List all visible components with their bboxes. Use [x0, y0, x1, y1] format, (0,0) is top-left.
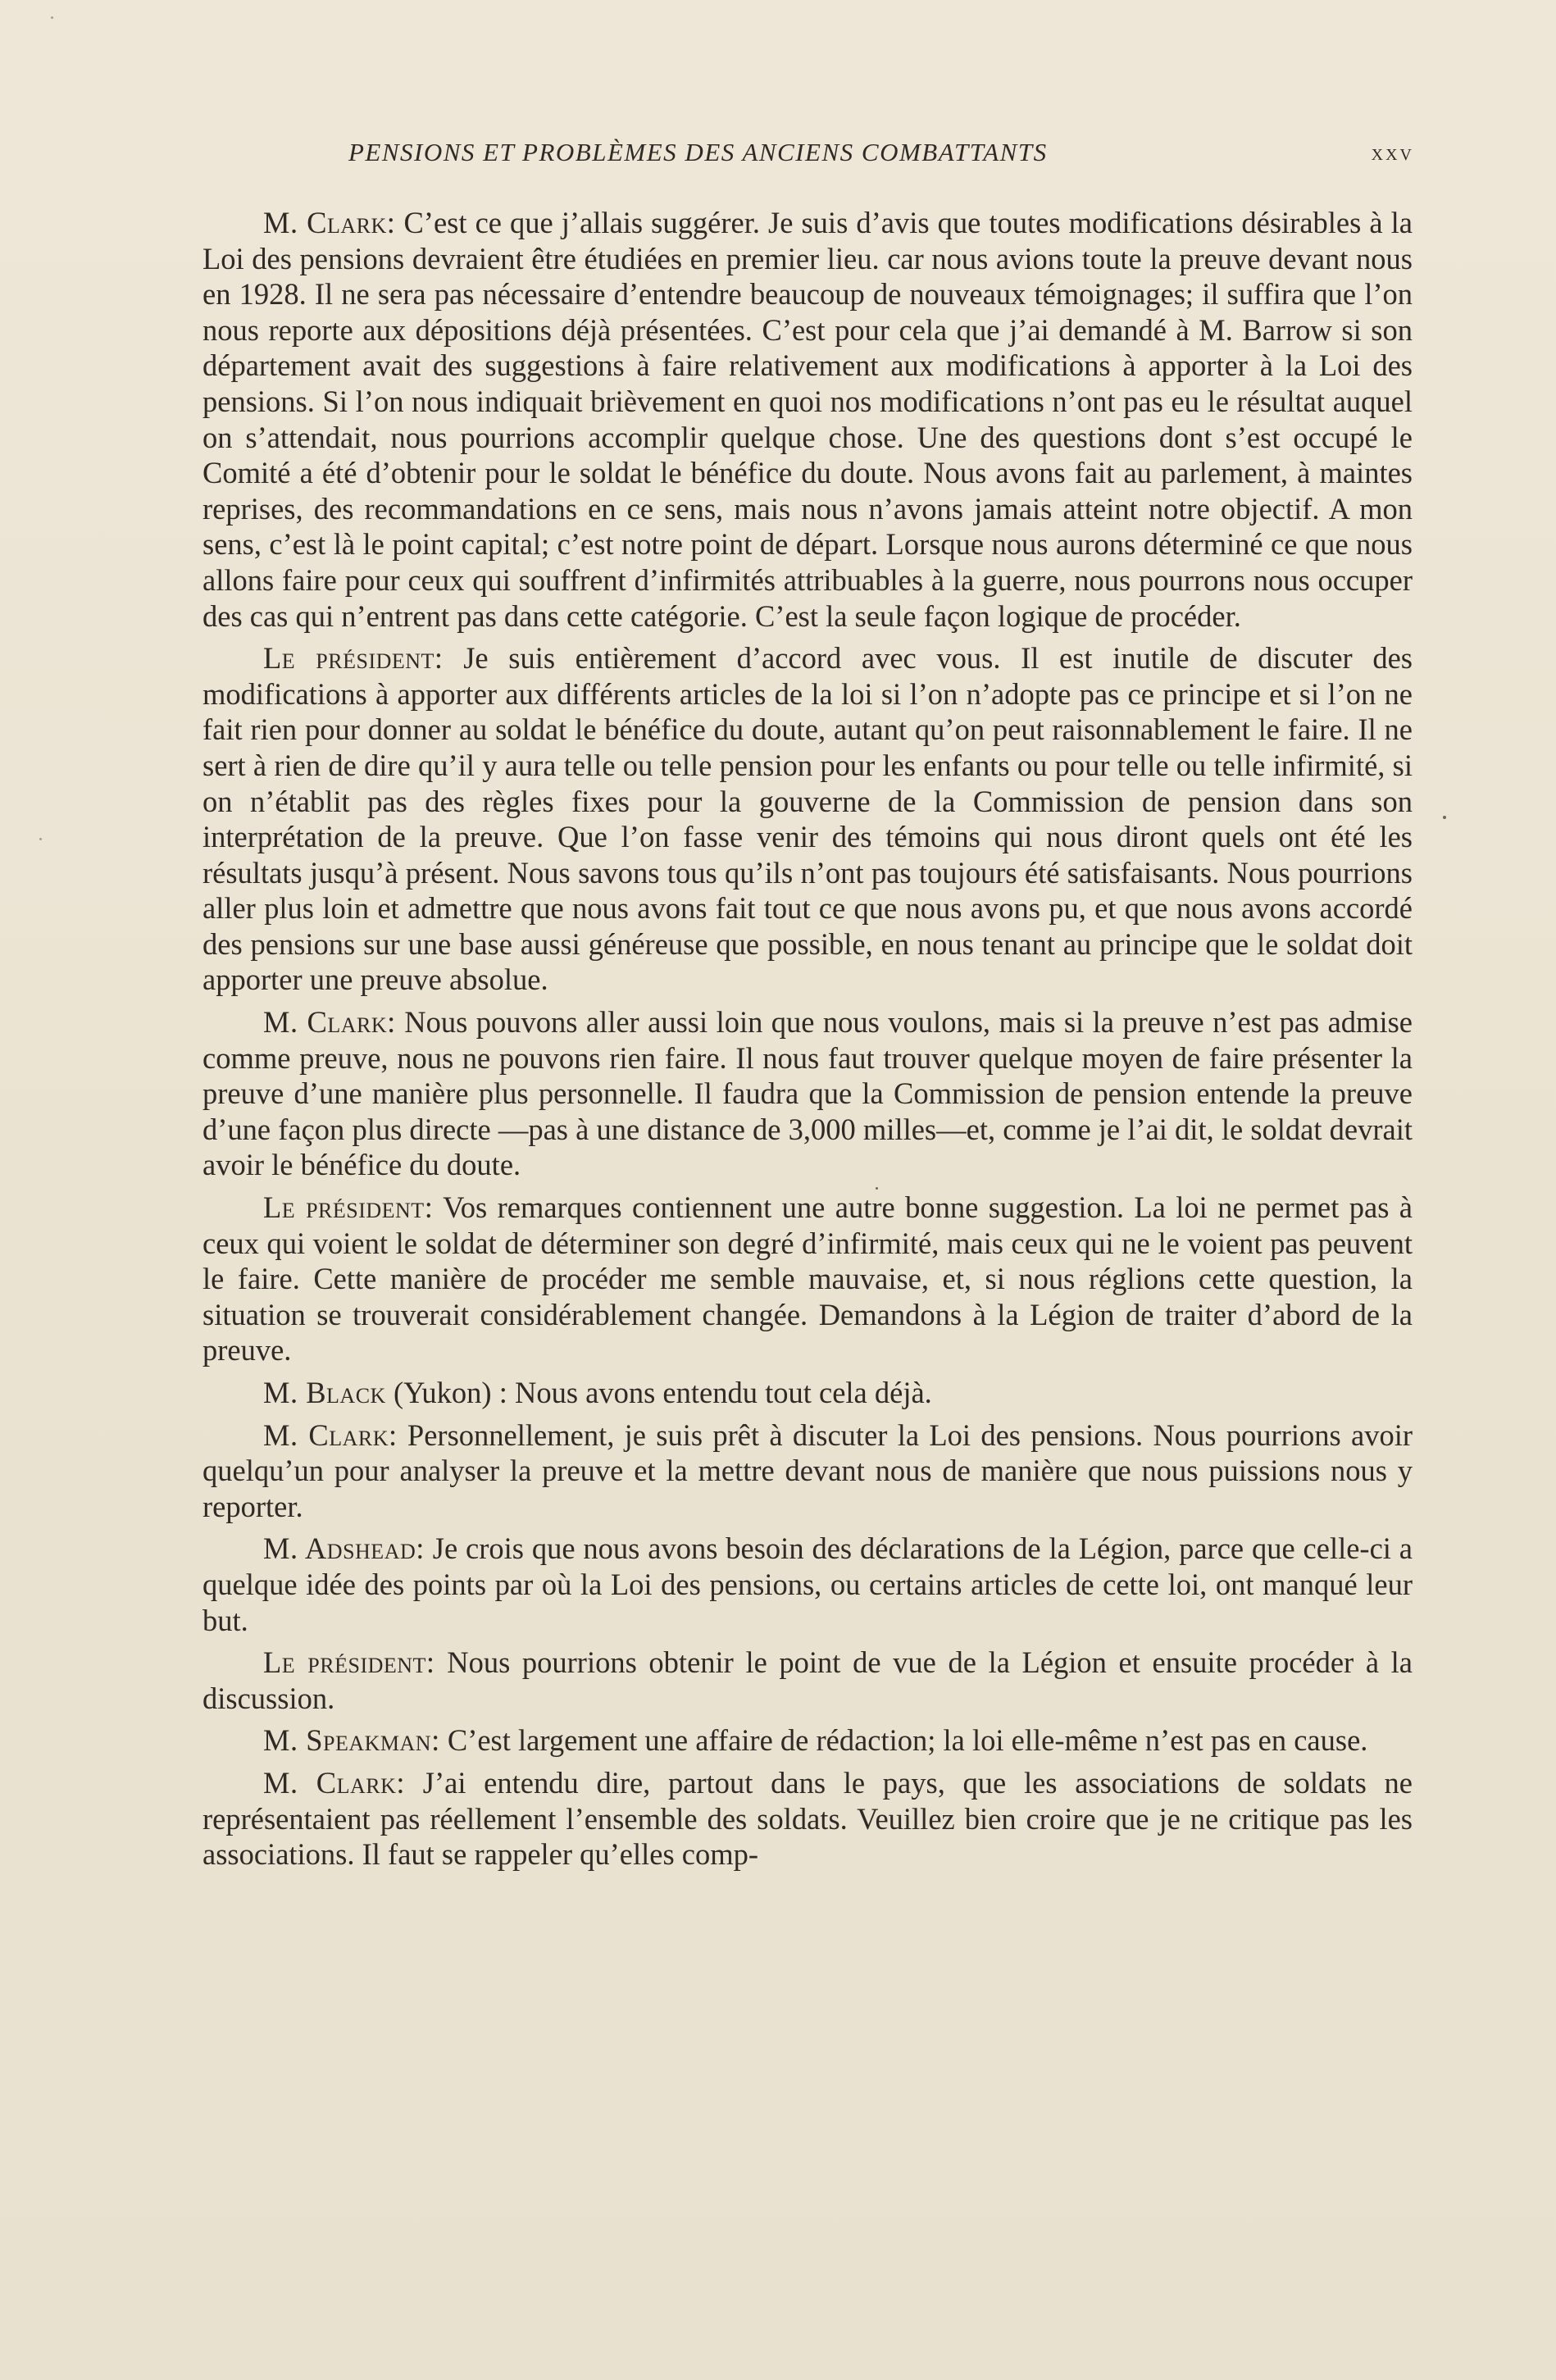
paragraph: [202, 1722, 1413, 1759]
paragraph-text: Je suis entièrement d’accord avec vous. Il est inutile de discuter des modifications à apporter aux différents articles de la loi si l’on n’adopte pas ce principe et si l’on ne fait rien pour donner au soldat le bénéfice du doute, autant qu’on peut raisonnablement le faire. Il ne sert à rien de dire qu’il y aura telle ou telle pension pour les enfants ou pour telle ou telle infirmité, si on n’établit pas des règles fixes pour la gouverne de la Commission de pension dans son interprétation de la preuve. Que l’on fasse venir des témoins qui nous diront quels ont été les résultats jusqu’à présent. Nous savons tous qu’ils n’ont pas toujours été satisfaisants. Nous pourrions aller plus loin et admettre que nous avons fait tout ce que nous avons pu, et que nous avons accordé des pensions sur une base aussi généreuse que possible, en nous tenant au principe que le soldat doit apporter une preuve absolue.: [202, 641, 1413, 997]
paragraph: [202, 1531, 1413, 1638]
paragraph-text: (Yukon) : Nous avons entendu tout cela déjà.: [385, 1376, 932, 1409]
speaker-name: M. Black: [263, 1376, 386, 1409]
paragraph: [202, 1765, 1413, 1873]
running-head: PENSIONS ET PROBLÈMES DES ANCIENS COMBATTANTS: [348, 138, 1048, 166]
speaker-name: M. Speakman:: [263, 1723, 440, 1758]
paper-speck: [39, 838, 42, 840]
paragraph: [202, 1004, 1413, 1183]
paragraph: [202, 205, 1413, 634]
speaker-name: M. Clark:: [263, 1765, 406, 1800]
paragraph: [202, 1645, 1413, 1716]
paragraph-text: Je crois que nous avons besoin des déclarations de la Légion, parce que celle-ci a quelque idée des points par où la Loi des pensions, ou certains articles de cette loi, ont manqué leur but.: [202, 1531, 1413, 1637]
paragraph-text: J’ai entendu dire, partout dans le pays, que les associations de soldats ne représentaient pas réellement l’ensemble des soldats. Veuillez bien croire que je ne critique pas les associations. Il faut se rappeler qu’elles comp-: [202, 1765, 1413, 1872]
speaker-name: M. Clark:: [263, 1005, 396, 1040]
paragraph: [202, 640, 1413, 998]
speaker-name: M. Clark:: [263, 1418, 398, 1452]
paper-speck: [876, 1187, 878, 1190]
paragraph-text: Vos remarques contiennent une autre bonne suggestion. La loi ne permet pas à ceux qui voient le soldat de déterminer son degré d’infirmité, mais ceux qui ne le voient pas peuvent le faire. Cette manière de procéder me semble mauvaise, et, si nous réglions cette question, la situation se trouverait considérablement changée. Demandons à la Légion de traiter d’abord de la preuve.: [202, 1190, 1413, 1367]
paragraph: [202, 1190, 1413, 1368]
paper-speck: [51, 16, 53, 19]
speaker-name: M. Adshead:: [263, 1531, 425, 1566]
paragraph-text: C’est largement une affaire de rédaction; la loi elle-même n’est pas en cause.: [439, 1723, 1368, 1758]
speaker-name: M. Clark:: [263, 206, 396, 239]
paragraph: [202, 1418, 1413, 1525]
paper-speck: [1443, 816, 1446, 819]
paragraph-text: Nous pourrions obtenir le point de vue de la Légion et ensuite procéder à la discussion.: [202, 1645, 1413, 1715]
page-header: [348, 138, 1414, 179]
speaker-name: Le président:: [263, 1190, 434, 1225]
speaker-name: Le président:: [263, 1645, 435, 1680]
paragraph-text: Personnellement, je suis prêt à discuter la Loi des pensions. Nous pourrions avoir quelqu’un pour analyser la preuve et la mettre devant nous de manière que nous puissions nous y reporter.: [202, 1418, 1413, 1523]
page-body: [202, 205, 1413, 1879]
speaker-name: Le président:: [263, 641, 444, 676]
paragraph: [202, 1375, 1413, 1411]
paragraph-text: Nous pouvons aller aussi loin que nous voulons, mais si la preuve n’est pas admise comme preuve, nous ne pouvons rien faire. Il nous faut trouver quelque moyen de faire présenter la preuve d’une manière plus personnelle. Il faudra que la Commission de pension entende la preuve d’une façon plus directe —pas à une distance de 3,000 milles—et, comme je l’ai dit, le soldat devrait avoir le bénéfice du doute.: [202, 1005, 1413, 1182]
paragraph-text: C’est ce que j’allais suggérer. Je suis d’avis que toutes modifications désirables à la Loi des pensions devraient être étudiées en premier lieu. car nous avions toute la preuve devant nous en 1928. Il ne sera pas nécessaire d’entendre beaucoup de nouveaux témoignages; il suffira que l’on nous reporte aux dépositions déjà présentées. C’est pour cela que j’ai demandé à M. Barrow si son département avait des suggestions à faire relativement aux modifications à apporter à la Loi des pensions. Si l’on nous indiquait brièvement en quoi nos modifications n’ont pas eu le résultat auquel on s’attendait, nous pourrions accomplir quelque chose. Une des questions dont s’est occupé le Comité a été d’obtenir pour le soldat le bénéfice du doute. Nous avons fait au parlement, à maintes reprises, des recommandations en ce sens, mais nous n’avons jamais atteint notre objectif. A mon sens, c’est là le point capital; c’est notre point de départ. Lorsque nous aurons déterminé ce que nous allons faire pour ceux qui souffrent d’infirmités attribuables à la guerre, nous pourrons nous occuper des cas qui n’entrent pas dans cette catégorie. C’est la seule façon logique de procéder.: [202, 206, 1413, 633]
page-number: xxv: [1371, 139, 1414, 166]
